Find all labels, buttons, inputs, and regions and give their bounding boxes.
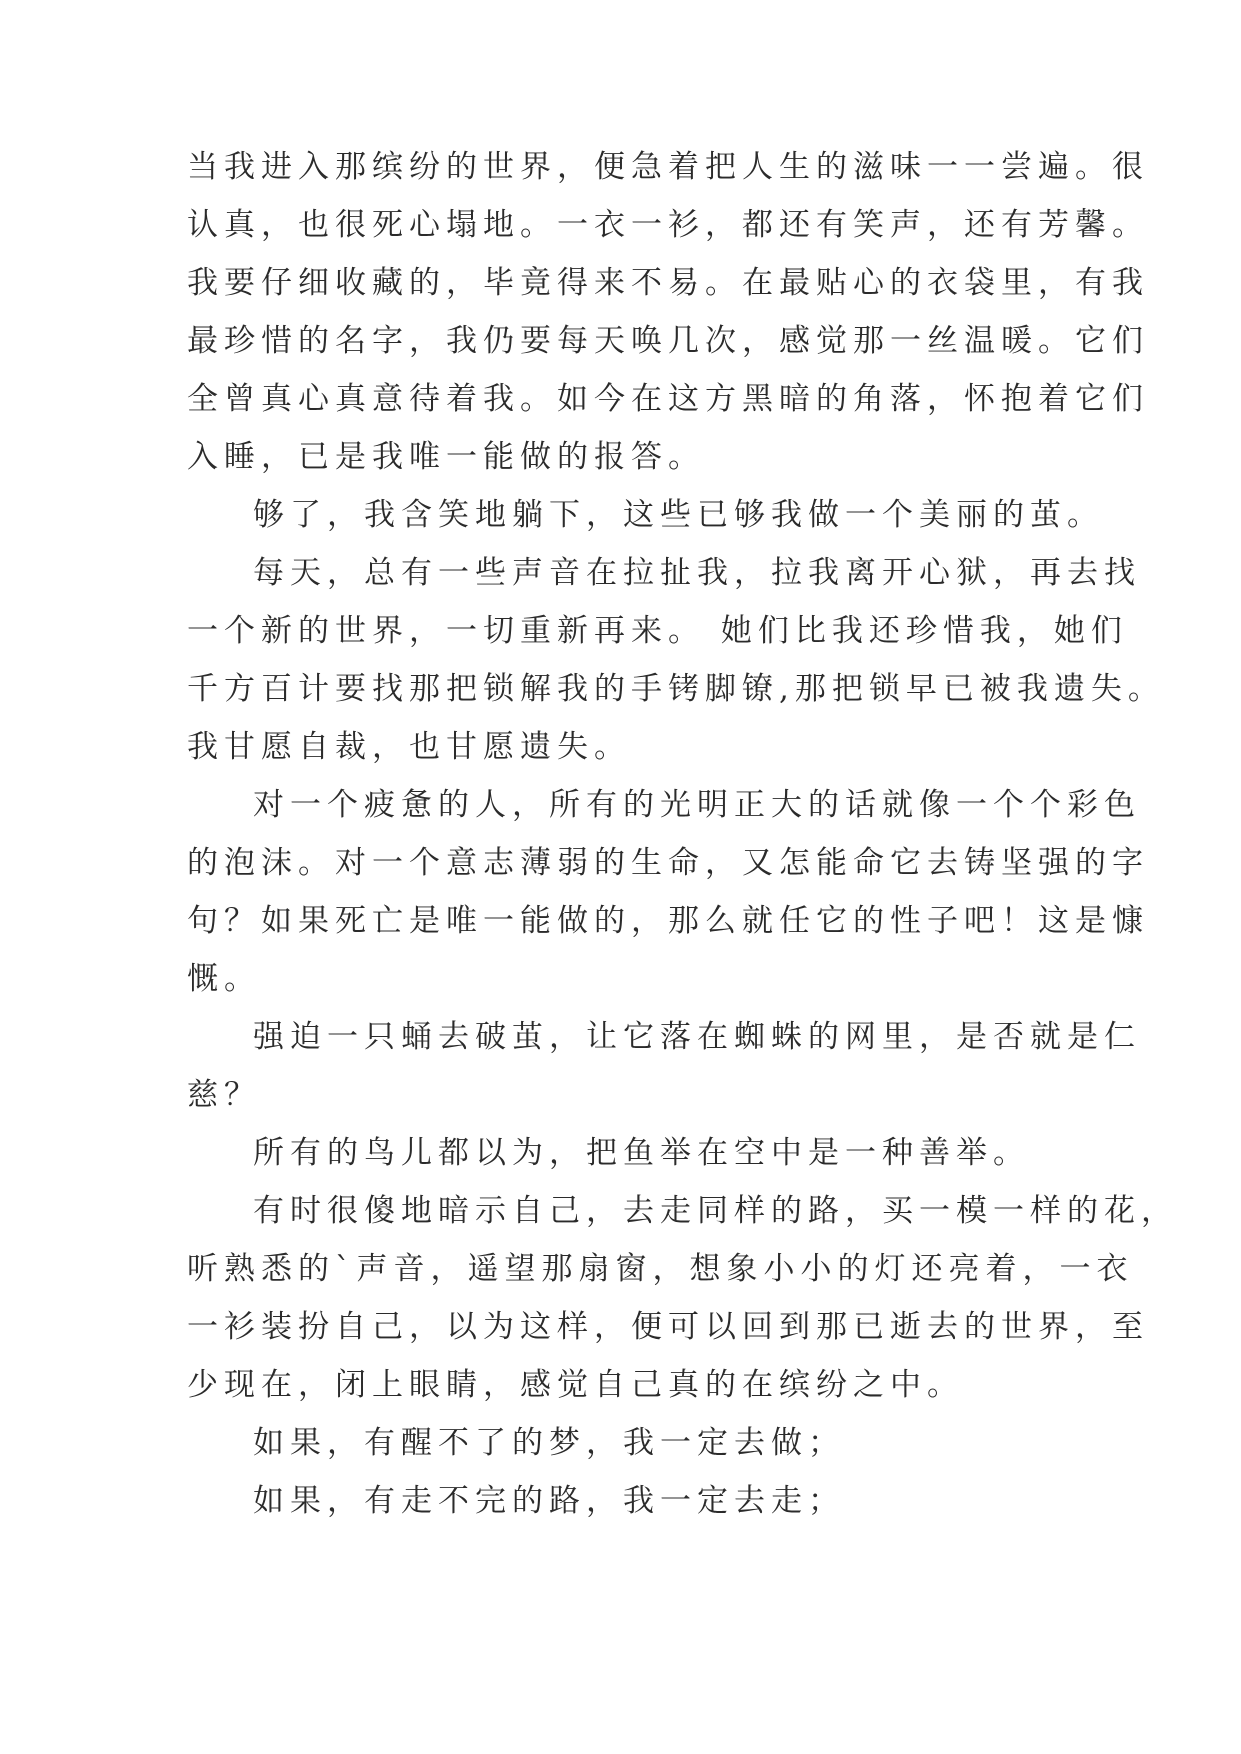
paragraph-start: 够了，我含笑地躺下，这些已够我做一个美丽的茧。 [253,497,1104,533]
text-line: 最珍惜的名字，我仍要每天唤几次，感觉那一丝温暖。它们 [187,323,1149,359]
paragraph-start: 如果，有走不完的路，我一定去走； [253,1483,845,1519]
text-line: 少现在，闭上眼睛，感觉自己真的在缤纷之中。 [187,1367,964,1403]
text-line: 听熟悉的`声音，遥望那扇窗，想象小小的灯还亮着，一衣 [187,1251,1134,1287]
text-line: 我要仔细收藏的，毕竟得来不易。在最贴心的衣袋里，有我 [187,265,1149,301]
text-line: 当我进入那缤纷的世界，便急着把人生的滋味一一尝遍。很 [187,149,1149,185]
text-line: 一衫装扮自己，以为这样，便可以回到那已逝去的世界，至 [187,1309,1149,1345]
text-line: 慈？ [187,1077,261,1113]
text-line: 认真，也很死心塌地。一衣一衫，都还有笑声，还有芳馨。 [187,207,1149,243]
paragraph-start: 每天，总有一些声音在拉扯我，拉我离开心狱，再去找 [253,555,1141,591]
text-line: 千方百计要找那把锁解我的手铐脚镣,那把锁早已被我遗失。 [187,671,1165,707]
paragraph-start: 所有的鸟儿都以为，把鱼举在空中是一种善举。 [253,1135,1030,1171]
paragraph-start: 有时很傻地暗示自己，去走同样的路，买一模一样的花， [253,1193,1178,1229]
text-line: 我甘愿自裁，也甘愿遗失。 [187,729,631,765]
paragraph-start: 强迫一只蛹去破茧，让它落在蜘蛛的网里，是否就是仁 [253,1019,1141,1055]
paragraph-start: 对一个疲惫的人，所有的光明正大的话就像一个个彩色 [253,787,1141,823]
text-line: 句？如果死亡是唯一能做的，那么就任它的性子吧！这是慷 [187,903,1149,939]
text-line: 全曾真心真意待着我。如今在这方黑暗的角落，怀抱着它们 [187,381,1149,417]
text-line: 入睡，已是我唯一能做的报答。 [187,439,705,475]
text-line: 慨。 [187,961,261,997]
text-line: 一个新的世界，一切重新再来。 她们比我还珍惜我，她们 [187,613,1128,649]
text-line: 的泡沫。对一个意志薄弱的生命，又怎能命它去铸坚强的字 [187,845,1149,881]
paragraph-start: 如果，有醒不了的梦，我一定去做； [253,1425,845,1461]
